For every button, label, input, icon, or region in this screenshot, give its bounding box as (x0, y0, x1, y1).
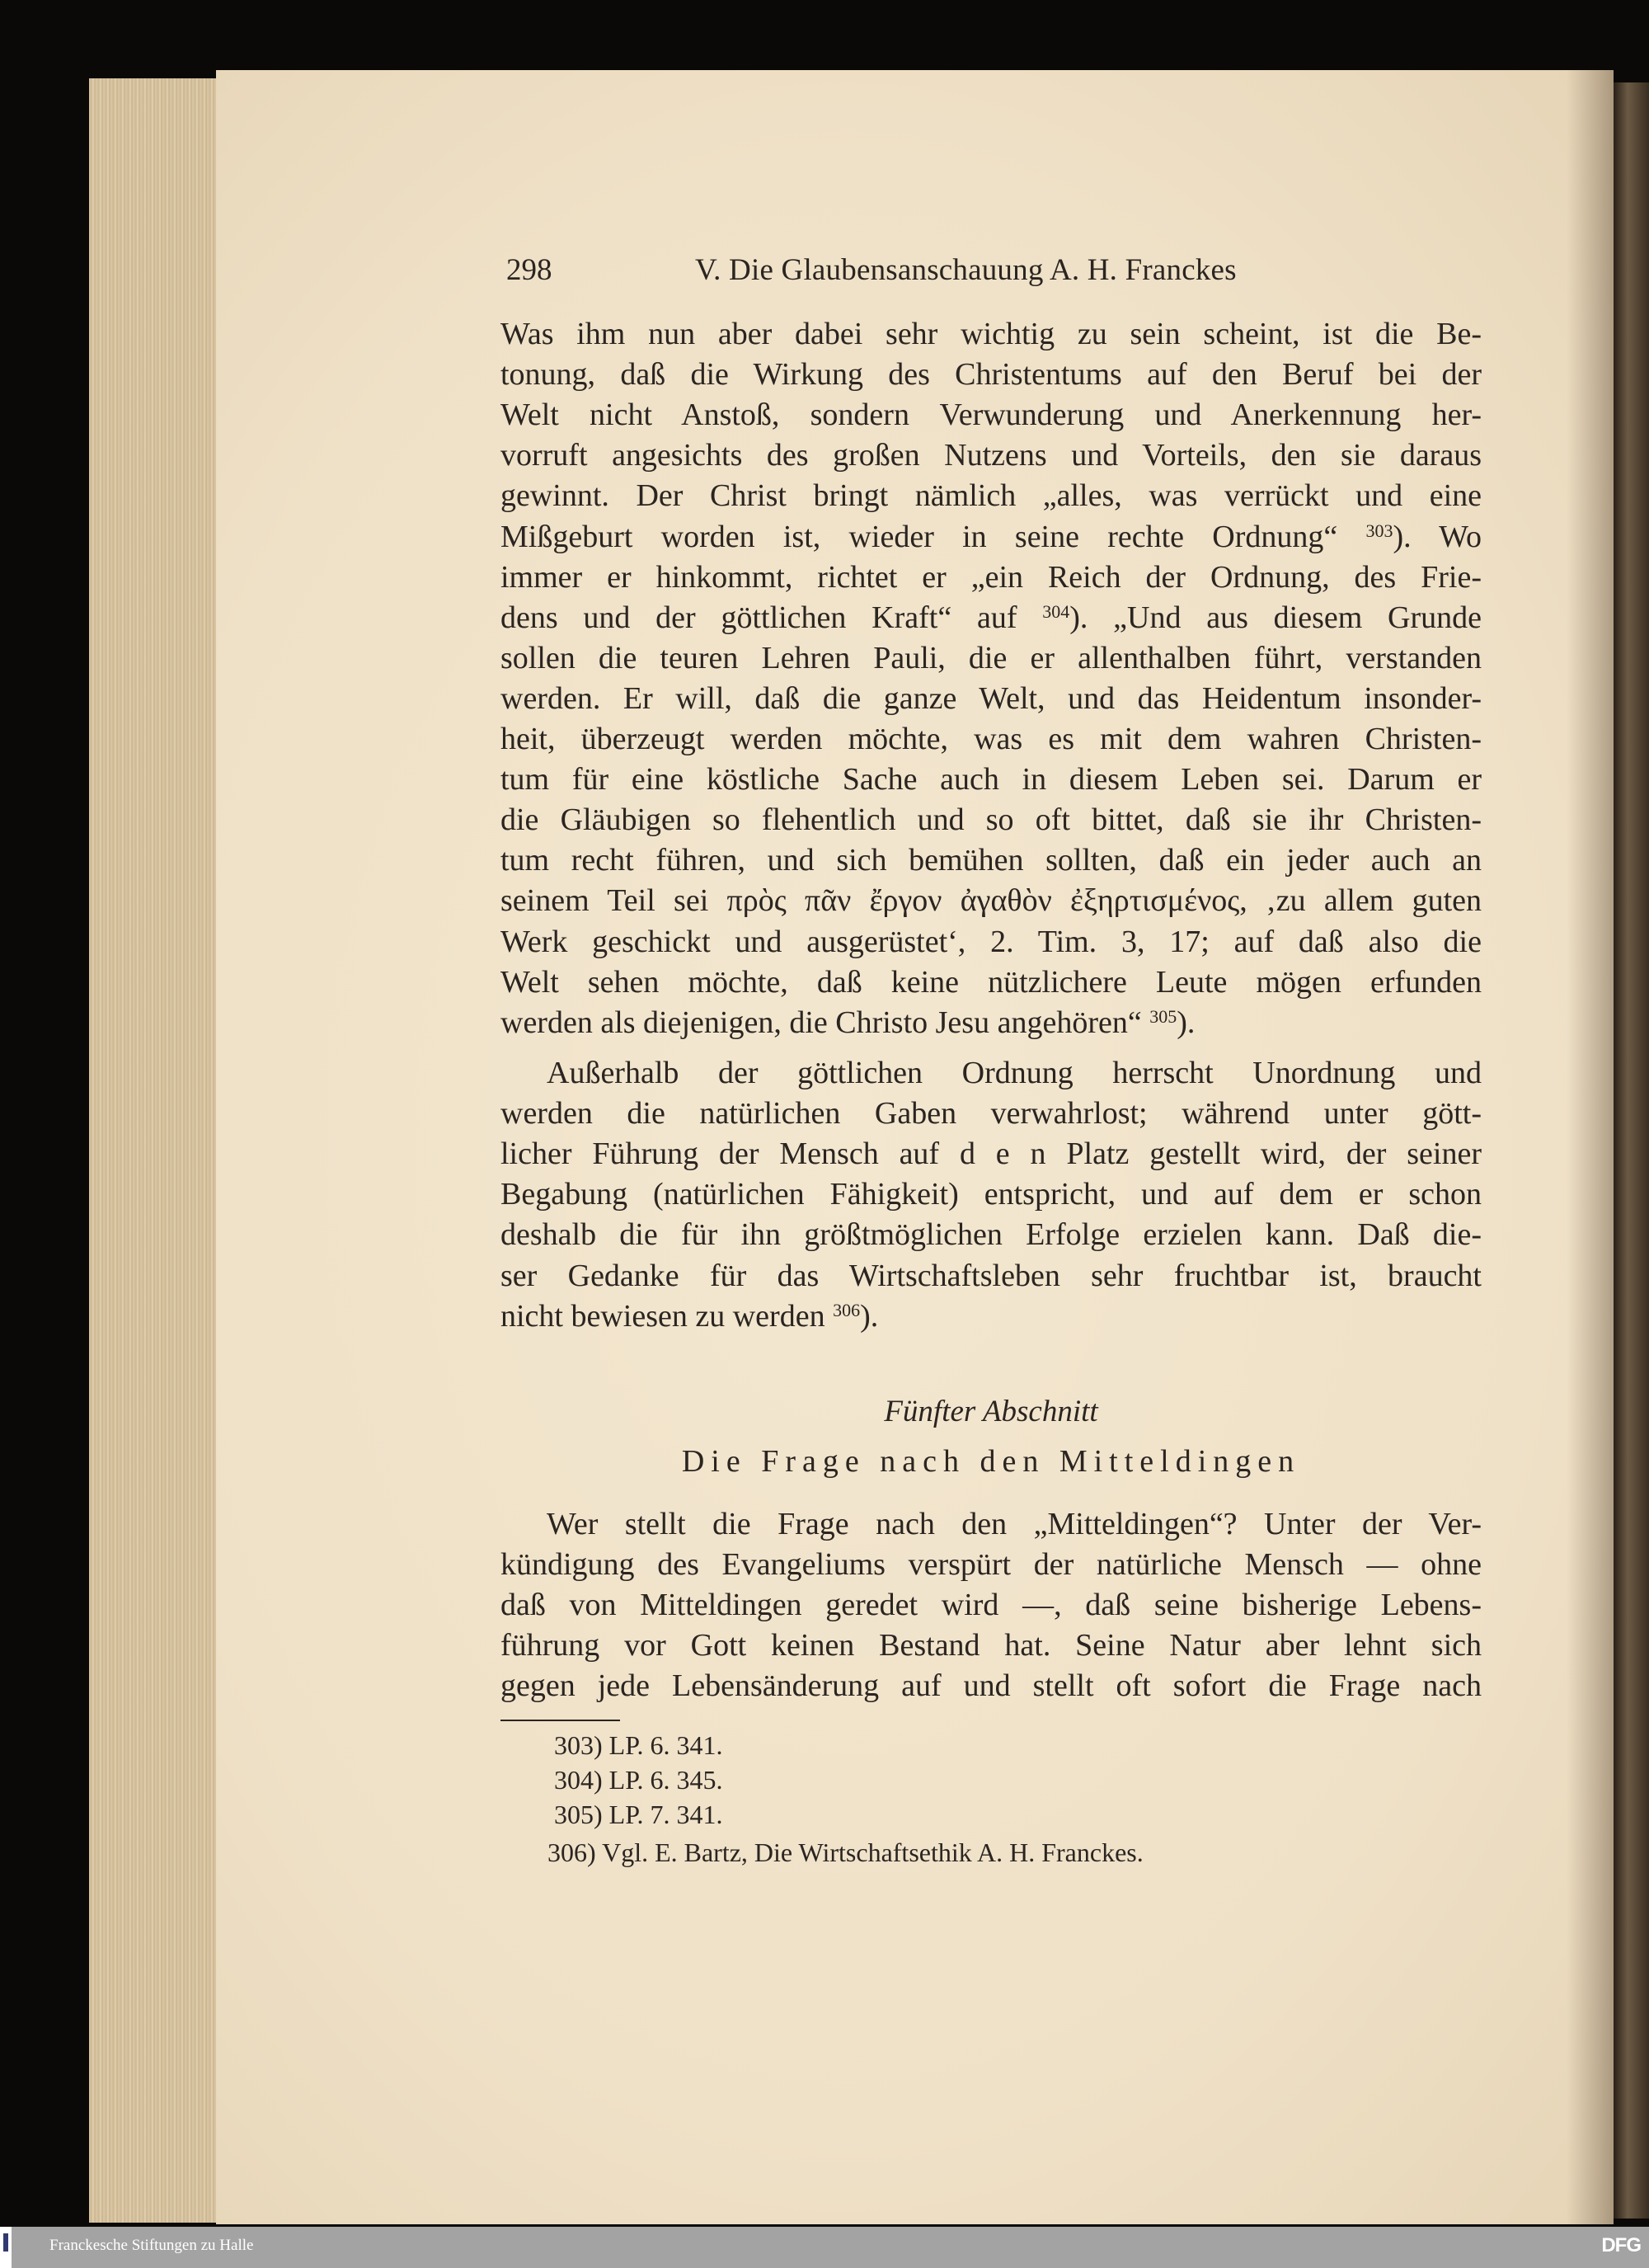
section-title: Die Frage nach den Mitteldingen (681, 1444, 1301, 1479)
text-run: sollen die teuren Lehren Pauli, die er allenthalben führt, verstanden (500, 640, 1482, 675)
text-run: Begabung (natürlichen Fähigkeit) entspricht, und auf dem er schon (500, 1177, 1482, 1212)
text-run: licher Führung der Mensch auf d e n Platz gestellt wird, der seiner (500, 1136, 1482, 1172)
paragraph-1-line (500, 517, 1482, 558)
footnote-reference[interactable]: 303 (1365, 520, 1393, 541)
text-run: dens und der göttlichen Kraft“ auf (500, 600, 1043, 635)
footnote-305: 305) LP. 7. 341. (554, 1800, 723, 1829)
text-run: Welt sehen möchte, daß keine nützlichere Leute mögen erfunden (500, 964, 1482, 1000)
paragraph-1-line (500, 355, 1482, 395)
paragraph-1-line (500, 314, 1482, 355)
text-run: führung vor Gott keinen Bestand hat. Seine Natur aber lehnt sich (500, 1628, 1482, 1663)
text-run: Was ihm nun aber dabei sehr wichtig zu sein scheint, ist die Be- (500, 317, 1482, 351)
text-run: tonung, daß die Wirkung des Christentums auf den Beruf bei der (500, 357, 1482, 393)
text-run: heit, überzeugt werden möchte, was es mit dem wahren Christen- (500, 722, 1482, 756)
footnote-reference[interactable]: 304 (1042, 600, 1070, 622)
paragraph-1-line (500, 962, 1482, 1003)
paragraph-3-line (500, 1666, 1482, 1706)
text-run: Mißgeburt worden ist, wieder in seine rechte Ordnung“ (500, 519, 1366, 554)
paragraph-3-line (500, 1545, 1482, 1585)
text-run: werden als diejenigen, die Christo Jesu angehören“ (500, 1005, 1150, 1040)
paragraph-2-line (500, 1094, 1482, 1134)
text-run: ). Wo (1393, 519, 1482, 554)
text-run: Außerhalb der göttlichen Ordnung herrscht Unordnung und (547, 1056, 1482, 1090)
paragraph-2-line (547, 1053, 1482, 1094)
text-run: nicht bewiesen zu werden (500, 1298, 834, 1334)
footnote-reference[interactable]: 306 (833, 1299, 861, 1320)
paragraph-1-line (500, 679, 1482, 719)
text-run: immer er hinkommt, richtet er „ein Reich der Ordnung, des Frie- (500, 559, 1482, 595)
text-run: tum recht führen, und sich bemühen sollten, daß ein jeder auch an (500, 843, 1482, 878)
running-title: V. Die Glaubensanschauung A. H. Franckes (695, 253, 1237, 287)
paragraph-1-line (500, 760, 1482, 800)
paragraph-1-line (500, 598, 1482, 638)
institution-name[interactable]: Franckesche Stiftungen zu Halle (49, 2237, 254, 2254)
footnote-303: 303) LP. 6. 341. (554, 1730, 723, 1760)
paragraph-1-line (500, 800, 1482, 840)
paragraph-1-line (500, 922, 1482, 962)
text-run: Welt nicht Anstoß, sondern Verwunderung und Anerkennung her- (500, 398, 1482, 433)
text-run: ). (860, 1298, 879, 1334)
text-run: werden die natürlichen Gaben verwahrlost; während unter gött- (500, 1096, 1482, 1132)
text-run: Wer stellt die Frage nach den „Mitteldingen“? Unter der Ver- (547, 1507, 1482, 1541)
text-run: kündigung des Evangeliums verspürt der natürliche Mensch — ohne (500, 1547, 1482, 1583)
facing-page-edge (1614, 82, 1649, 2219)
dfg-logo[interactable]: DFG (1601, 2234, 1641, 2256)
text-run: tum für eine köstliche Sache auch in diesem Leben sei. Darum er (500, 762, 1482, 798)
paragraph-1-line (500, 476, 1482, 516)
text-run: gewinnt. Der Christ bringt nämlich „alles, was verrückt und eine (500, 478, 1482, 514)
text-run: gegen jede Lebensänderung auf und stellt oft sofort die Frage nach (500, 1668, 1482, 1704)
text-run: ). (1177, 1005, 1196, 1040)
footnote-306: 306) Vgl. E. Bartz, Die Wirtschaftsethik A. H. Franckes. (547, 1837, 1144, 1867)
footnote-reference[interactable]: 305 (1149, 1005, 1177, 1027)
paragraph-3-line (547, 1504, 1482, 1545)
paragraph-1-line (500, 881, 1482, 921)
paragraph-1-line (500, 558, 1482, 598)
text-run: daß von Mitteldingen geredet wird —, daß seine bisherige Lebens- (500, 1588, 1482, 1623)
franckesche-stiftungen-logo[interactable] (0, 2227, 12, 2268)
page-number: 298 (506, 253, 552, 287)
paragraph-3-line (500, 1585, 1482, 1626)
viewer-footer-bar (0, 2227, 1649, 2268)
paragraph-2-line (500, 1134, 1482, 1174)
paragraph-2-line (500, 1256, 1482, 1296)
text-run: Werk geschickt und ausgerüstet‘, 2. Tim. 3, 17; auf daß also die (500, 924, 1482, 959)
text-run: ). „Und aus diesem Grunde (1069, 600, 1482, 635)
text-run: ser Gedanke für das Wirtschaftsleben sehr fruchtbar ist, braucht (500, 1258, 1482, 1293)
paragraph-1-line (500, 435, 1482, 476)
text-run: deshalb die für ihn größtmöglichen Erfolge erzielen kann. Daß die- (500, 1217, 1482, 1253)
page-gutter-shadow (1567, 70, 1614, 2224)
paragraph-2-line (500, 1215, 1482, 1255)
paragraph-1-line (500, 395, 1482, 435)
paragraph-1-line (500, 638, 1482, 679)
book-page-edges (89, 78, 229, 2223)
paragraph-2-line (500, 1174, 1482, 1215)
paragraph-2-line (500, 1296, 1482, 1337)
footnote-separator (500, 1720, 620, 1721)
paragraph-3-line (500, 1626, 1482, 1666)
paragraph-1-line (500, 1003, 1482, 1043)
section-label: Fünfter Abschnitt (884, 1395, 1098, 1428)
paragraph-1-line (500, 719, 1482, 760)
text-run: vorruft angesichts des großen Nutzens und Vorteils, den sie daraus (500, 438, 1482, 473)
footnote-304: 304) LP. 6. 345. (554, 1765, 723, 1795)
text-run: die Gläubigen so flehentlich und so oft bittet, daß sie ihr Christen- (500, 802, 1482, 838)
text-run: werden. Er will, daß die ganze Welt, und das Heidentum insonder- (500, 680, 1482, 716)
text-run: seinem Teil sei πρὸς πᾶν ἔργον ἀγαθὸν ἐξηρτισμένος, ‚zu allem guten (500, 883, 1482, 919)
paragraph-1-line (500, 840, 1482, 881)
